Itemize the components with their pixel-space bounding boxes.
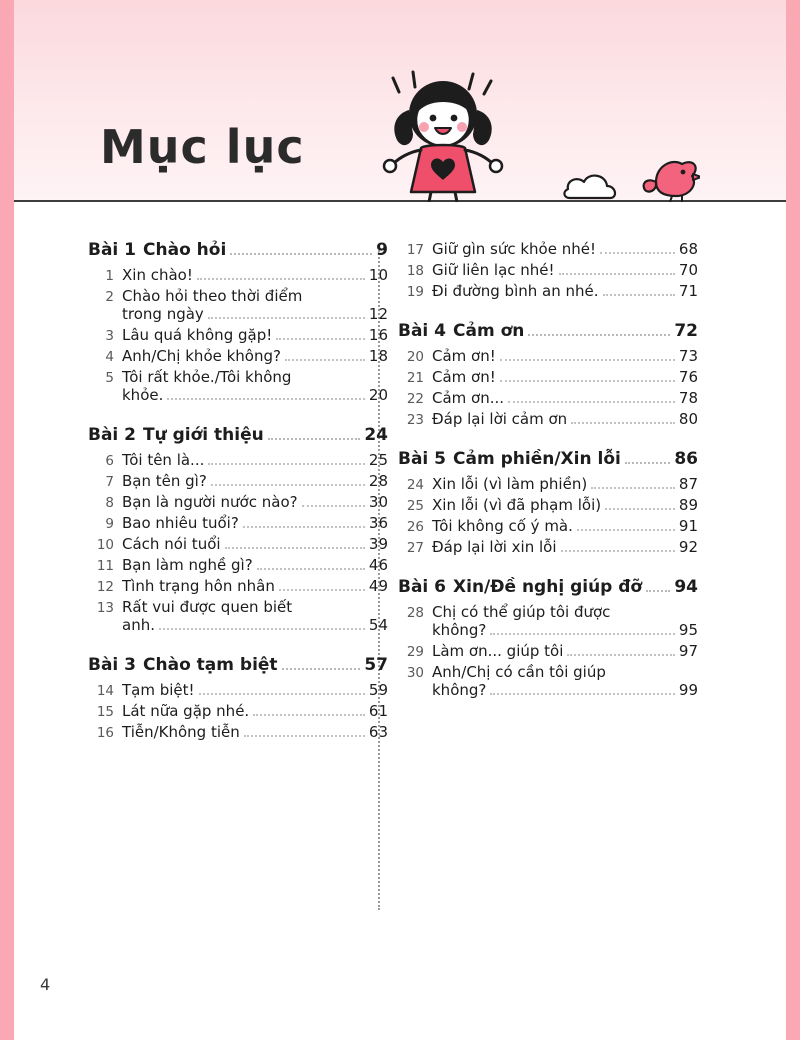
- entry-number: 4: [105, 349, 114, 365]
- leader-dots: [159, 628, 365, 630]
- toc-entry[interactable]: [88, 723, 388, 742]
- entry-title-continued: khỏe.: [122, 386, 164, 404]
- leader-dots: [625, 462, 671, 464]
- entry-number: 23: [406, 412, 424, 428]
- toc-entry[interactable]: [88, 451, 388, 470]
- entry-title: Lát nữa gặp nhé.: [122, 702, 250, 720]
- leader-dots: [571, 422, 675, 424]
- entry-page-number: 63: [368, 723, 388, 741]
- toc-column-right: [398, 240, 698, 702]
- entry-number: 2: [105, 289, 114, 305]
- leader-dots: [528, 334, 670, 336]
- leader-dots: [268, 438, 361, 440]
- chapter-page-number: 57: [364, 655, 388, 675]
- toc-entry[interactable]: [88, 493, 388, 512]
- leader-dots: [276, 338, 365, 340]
- entry-page-number: 97: [678, 642, 698, 660]
- entry-title: Anh/Chị khỏe không?: [122, 347, 281, 365]
- leader-dots: [500, 380, 675, 382]
- toc-entry[interactable]: [398, 538, 698, 557]
- leader-dots: [211, 484, 365, 486]
- entry-number: 1: [105, 268, 114, 284]
- entry-number: 7: [105, 474, 114, 490]
- entry-title-continued: anh.: [122, 616, 155, 634]
- leader-dots: [167, 398, 365, 400]
- leader-dots: [559, 273, 675, 275]
- girl-mascot-icon: [355, 70, 535, 202]
- entry-title: Tôi rất khỏe./Tôi không: [122, 368, 292, 386]
- leader-dots: [197, 278, 365, 280]
- entry-page-number: 30: [368, 493, 388, 511]
- leader-dots: [577, 529, 675, 531]
- leader-dots: [600, 252, 675, 254]
- entry-number: 13: [96, 600, 114, 616]
- toc-entry[interactable]: [398, 368, 698, 387]
- entry-title: Bạn tên gì?: [122, 472, 207, 490]
- toc-entry[interactable]: [398, 496, 698, 515]
- entry-page-number: 46: [368, 556, 388, 574]
- chapter-number: Bài 5: [398, 449, 447, 469]
- entry-title: Giữ liên lạc nhé!: [432, 261, 555, 279]
- toc-entry[interactable]: [398, 347, 698, 366]
- leader-dots: [244, 735, 365, 737]
- chapter-page-number: 86: [674, 449, 698, 469]
- bird-body: [644, 162, 700, 202]
- entry-title: Rất vui được quen biết: [122, 598, 293, 616]
- toc-entry[interactable]: [398, 410, 698, 429]
- entry-title: Xin lỗi (vì đã phạm lỗi): [432, 496, 602, 514]
- toc-entry[interactable]: [88, 598, 388, 635]
- chapter-page-number: 9: [376, 240, 388, 260]
- entry-title: Tình trạng hôn nhân: [122, 577, 275, 595]
- page-title: Mục lục: [100, 120, 305, 174]
- page-number: 4: [40, 975, 51, 994]
- entry-number: 6: [105, 453, 114, 469]
- entry-page-number: 18: [368, 347, 388, 365]
- chapter-title: Tự giới thiệu: [143, 425, 264, 445]
- toc-entry[interactable]: [88, 556, 388, 575]
- entry-number: 3: [105, 328, 114, 344]
- entry-number: 22: [406, 391, 424, 407]
- entry-page-number: 91: [678, 517, 698, 535]
- entry-page-number: 59: [368, 681, 388, 699]
- entry-title: Cách nói tuổi: [122, 535, 221, 553]
- entry-page-number: 12: [368, 305, 388, 323]
- chapter-number: Bài 6: [398, 577, 447, 597]
- leader-dots: [508, 401, 675, 403]
- entry-title-continued: không?: [432, 681, 487, 699]
- toc-entry[interactable]: [88, 577, 388, 596]
- entry-title-continued: không?: [432, 621, 487, 639]
- chapter-page-number: 94: [674, 577, 698, 597]
- entry-title: Bạn làm nghề gì?: [122, 556, 253, 574]
- toc-chapter-heading[interactable]: [88, 240, 388, 260]
- chapter-title: Cảm ơn: [453, 321, 525, 341]
- toc-entry[interactable]: [88, 681, 388, 700]
- entry-page-number: 92: [678, 538, 698, 556]
- entry-page-number: 99: [678, 681, 698, 699]
- entry-title: Xin lỗi (vì làm phiền): [432, 475, 588, 493]
- toc-entry[interactable]: [88, 368, 388, 405]
- entry-page-number: 54: [368, 616, 388, 634]
- entry-page-number: 61: [368, 702, 388, 720]
- entry-page-number: 87: [678, 475, 698, 493]
- toc-entry[interactable]: [88, 472, 388, 491]
- toc-chapter-heading[interactable]: [398, 321, 698, 341]
- entry-page-number: 39: [368, 535, 388, 553]
- entry-page-number: 78: [678, 389, 698, 407]
- entry-title: Tôi không cố ý mà.: [432, 517, 573, 535]
- toc-chapter-heading[interactable]: [88, 655, 388, 675]
- chapter-title: Chào tạm biệt: [143, 655, 278, 675]
- entry-number: 27: [406, 540, 424, 556]
- toc-entry[interactable]: [398, 282, 698, 301]
- toc-chapter-heading[interactable]: [398, 577, 698, 597]
- leader-dots: [279, 589, 365, 591]
- entry-number: 25: [406, 498, 424, 514]
- toc-entry-line-continued: [432, 621, 698, 640]
- toc-entry-line-continued: [122, 386, 388, 405]
- entry-page-number: 89: [678, 496, 698, 514]
- entry-title: Cảm ơn!: [432, 347, 496, 365]
- entry-page-number: 70: [678, 261, 698, 279]
- entry-number: 11: [96, 558, 114, 574]
- leader-dots: [646, 590, 670, 592]
- chapter-page-number: 24: [364, 425, 388, 445]
- leader-dots: [603, 294, 675, 296]
- toc-entry[interactable]: [398, 603, 698, 640]
- pink-bird-icon: [560, 150, 700, 202]
- entry-title: Cảm ơn...: [432, 389, 505, 407]
- entry-title: Đáp lại lời cảm ơn: [432, 410, 568, 428]
- leader-dots: [282, 668, 361, 670]
- entry-number: 17: [406, 242, 424, 258]
- entry-title: Đáp lại lời xin lỗi: [432, 538, 557, 556]
- toc-entry[interactable]: [88, 702, 388, 721]
- chapter-title: Xin/Đề nghị giúp đỡ: [453, 577, 643, 597]
- leader-dots: [199, 693, 365, 695]
- toc-entry[interactable]: [398, 663, 698, 700]
- entry-page-number: 76: [678, 368, 698, 386]
- entry-page-number: 20: [368, 386, 388, 404]
- leader-dots: [285, 359, 365, 361]
- entry-page-number: 80: [678, 410, 698, 428]
- entry-number: 29: [406, 644, 424, 660]
- toc-entry[interactable]: [398, 389, 698, 408]
- leader-dots: [591, 487, 675, 489]
- leader-dots: [257, 568, 365, 570]
- entry-page-number: 28: [368, 472, 388, 490]
- chapter-number: Bài 2: [88, 425, 137, 445]
- entry-page-number: 16: [368, 326, 388, 344]
- chapter-title: Cảm phiền/Xin lỗi: [453, 449, 621, 469]
- entry-page-number: 25: [368, 451, 388, 469]
- entry-page-number: 71: [678, 282, 698, 300]
- entry-title: Tiễn/Không tiễn: [122, 723, 240, 741]
- entry-number: 10: [96, 537, 114, 553]
- toc-entry[interactable]: [398, 261, 698, 280]
- entry-title: Tôi tên là...: [122, 451, 205, 469]
- entry-number: 24: [406, 477, 424, 493]
- entry-title: Chào hỏi theo thời điểm: [122, 287, 303, 305]
- toc-entry[interactable]: [88, 326, 388, 345]
- toc-columns: [0, 240, 800, 920]
- toc-entry[interactable]: [398, 517, 698, 536]
- leader-dots: [208, 317, 365, 319]
- entry-number: 5: [105, 370, 114, 386]
- entry-page-number: 10: [368, 266, 388, 284]
- entry-number: 26: [406, 519, 424, 535]
- entry-number: 16: [96, 725, 114, 741]
- toc-entry[interactable]: [398, 475, 698, 494]
- entry-page-number: 68: [678, 240, 698, 258]
- toc-chapter-heading[interactable]: [398, 449, 698, 469]
- entry-title: Làm ơn... giúp tôi: [432, 642, 564, 660]
- entry-page-number: 49: [368, 577, 388, 595]
- toc-entry-line: [88, 598, 388, 616]
- entry-title: Cảm ơn!: [432, 368, 496, 386]
- entry-number: 9: [105, 516, 114, 532]
- chapter-title: Chào hỏi: [143, 240, 227, 260]
- leader-dots: [490, 633, 675, 635]
- toc-entry-line-continued: [122, 616, 388, 635]
- entry-title: Chị có thể giúp tôi được: [432, 603, 611, 621]
- entry-number: 14: [96, 683, 114, 699]
- toc-entry[interactable]: [88, 514, 388, 533]
- toc-entry[interactable]: [398, 642, 698, 661]
- toc-entry-line: [88, 368, 388, 386]
- entry-page-number: 36: [368, 514, 388, 532]
- toc-entry[interactable]: [88, 535, 388, 554]
- leader-dots: [500, 359, 675, 361]
- entry-number: 19: [406, 284, 424, 300]
- leader-dots: [605, 508, 675, 510]
- leader-dots: [208, 463, 365, 465]
- entry-title-continued: trong ngày: [122, 305, 204, 323]
- chapter-number: Bài 3: [88, 655, 137, 675]
- entry-page-number: 73: [678, 347, 698, 365]
- toc-entry-line: [398, 663, 698, 681]
- entry-page-number: 95: [678, 621, 698, 639]
- entry-number: 28: [406, 605, 424, 621]
- entry-number: 20: [406, 349, 424, 365]
- toc-entry[interactable]: [88, 266, 388, 285]
- entry-number: 30: [406, 665, 424, 681]
- leader-dots: [567, 654, 675, 656]
- chapter-page-number: 72: [674, 321, 698, 341]
- toc-entry-line: [88, 287, 388, 305]
- entry-number: 21: [406, 370, 424, 386]
- leader-dots: [302, 505, 365, 507]
- entry-title: Anh/Chị có cần tôi giúp: [432, 663, 606, 681]
- toc-entry[interactable]: [88, 347, 388, 366]
- leader-dots: [230, 253, 372, 255]
- toc-chapter-heading[interactable]: [88, 425, 388, 445]
- entry-title: Bao nhiêu tuổi?: [122, 514, 239, 532]
- entry-number: 18: [406, 263, 424, 279]
- entry-title: Giữ gìn sức khỏe nhé!: [432, 240, 596, 258]
- leader-dots: [243, 526, 365, 528]
- entry-title: Tạm biệt!: [122, 681, 195, 699]
- entry-number: 12: [96, 579, 114, 595]
- entry-title: Xin chào!: [122, 266, 193, 284]
- toc-entry-line: [398, 603, 698, 621]
- leader-dots: [253, 714, 365, 716]
- toc-entry-line-continued: [432, 681, 698, 700]
- entry-title: Bạn là người nước nào?: [122, 493, 298, 511]
- toc-entry-line-continued: [122, 305, 388, 324]
- leader-dots: [561, 550, 675, 552]
- toc-entry[interactable]: [88, 287, 388, 324]
- entry-title: Đi đường bình an nhé.: [432, 282, 599, 300]
- entry-number: 15: [96, 704, 114, 720]
- toc-entry[interactable]: [398, 240, 698, 259]
- chapter-number: Bài 1: [88, 240, 137, 260]
- leader-dots: [225, 547, 365, 549]
- leader-dots: [490, 693, 675, 695]
- entry-number: 8: [105, 495, 114, 511]
- toc-column-left: [88, 240, 388, 744]
- entry-title: Lâu quá không gặp!: [122, 326, 273, 344]
- chapter-number: Bài 4: [398, 321, 447, 341]
